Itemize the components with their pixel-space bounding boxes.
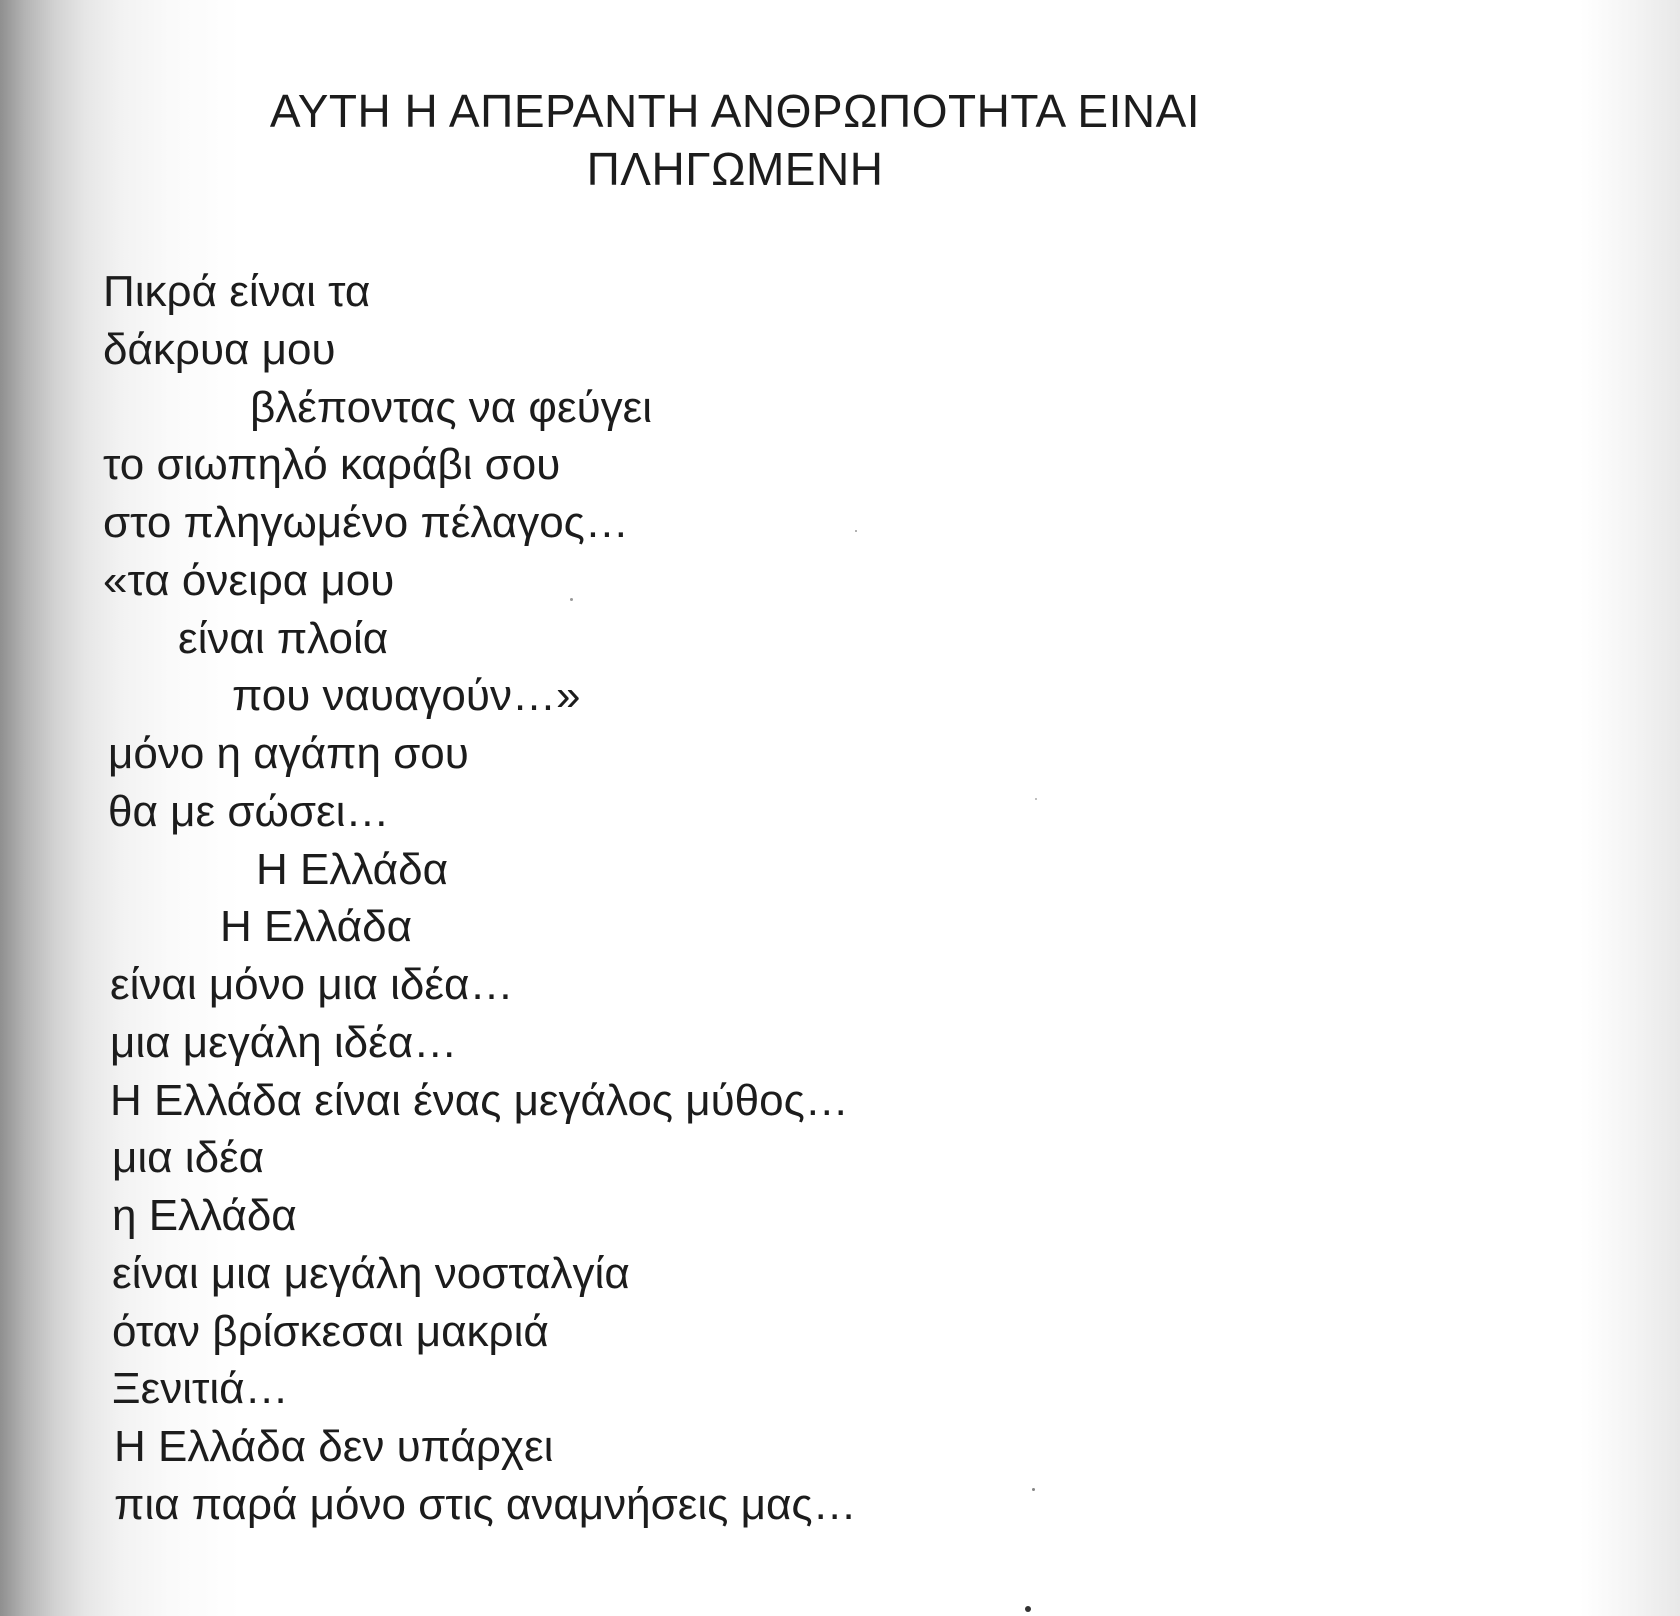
scan-speck [855,530,857,532]
scan-speck [1032,1488,1035,1491]
title-line-1: ΑΥΤΗ Η ΑΠΕΡΑΝΤΗ ΑΝΘΡΩΠΟΤΗΤΑ ΕΙΝΑΙ [269,85,1201,137]
scan-speck [1025,1606,1031,1612]
poem-line: όταν βρίσκεσαι μακριά [112,1307,549,1356]
poem-line: μια μεγάλη ιδέα… [110,1018,458,1067]
poem-line: είναι μόνο μια ιδέα… [110,960,514,1009]
poem-line: βλέποντας να φεύγει [250,383,653,432]
title-line-2: ΠΛΗΓΩΜΕΝΗ [586,143,884,195]
scan-speck [1035,798,1037,800]
poem-line: δάκρυα μου [103,325,336,374]
poem-line: Η Ελλάδα δεν υπάρχει [114,1422,554,1471]
poem-line: Η Ελλάδα είναι ένας μεγάλος μύθος… [110,1076,849,1125]
poem-line: Πικρά είναι τα [103,267,371,316]
poem-line: η Ελλάδα [112,1191,297,1240]
poem-line: το σιωπηλό καράβι σου [103,440,561,489]
poem-line: μια ιδέα [112,1133,265,1182]
scan-speck [570,598,573,601]
poem-line: Η Ελλάδα [220,902,413,951]
poem-line: στο πληγωμένο πέλαγος… [103,498,629,547]
poem-line: που ναυαγούν…» [232,671,581,720]
poem-line: Η Ελλάδα [256,845,449,894]
poem-line: μόνο η αγάπη σου [108,729,469,778]
poem-line: είναι πλοία [178,614,389,663]
poem-title [0,82,1470,198]
poem-line: Ξενιτιά… [112,1364,289,1413]
poem-line: θα με σώσει… [108,787,390,836]
poem-line: είναι μια μεγάλη νοσταλγία [112,1249,630,1298]
poem-line: «τα όνειρα μου [103,556,395,605]
poem-line: πια παρά μόνο στις αναμνήσεις μας… [114,1480,857,1529]
